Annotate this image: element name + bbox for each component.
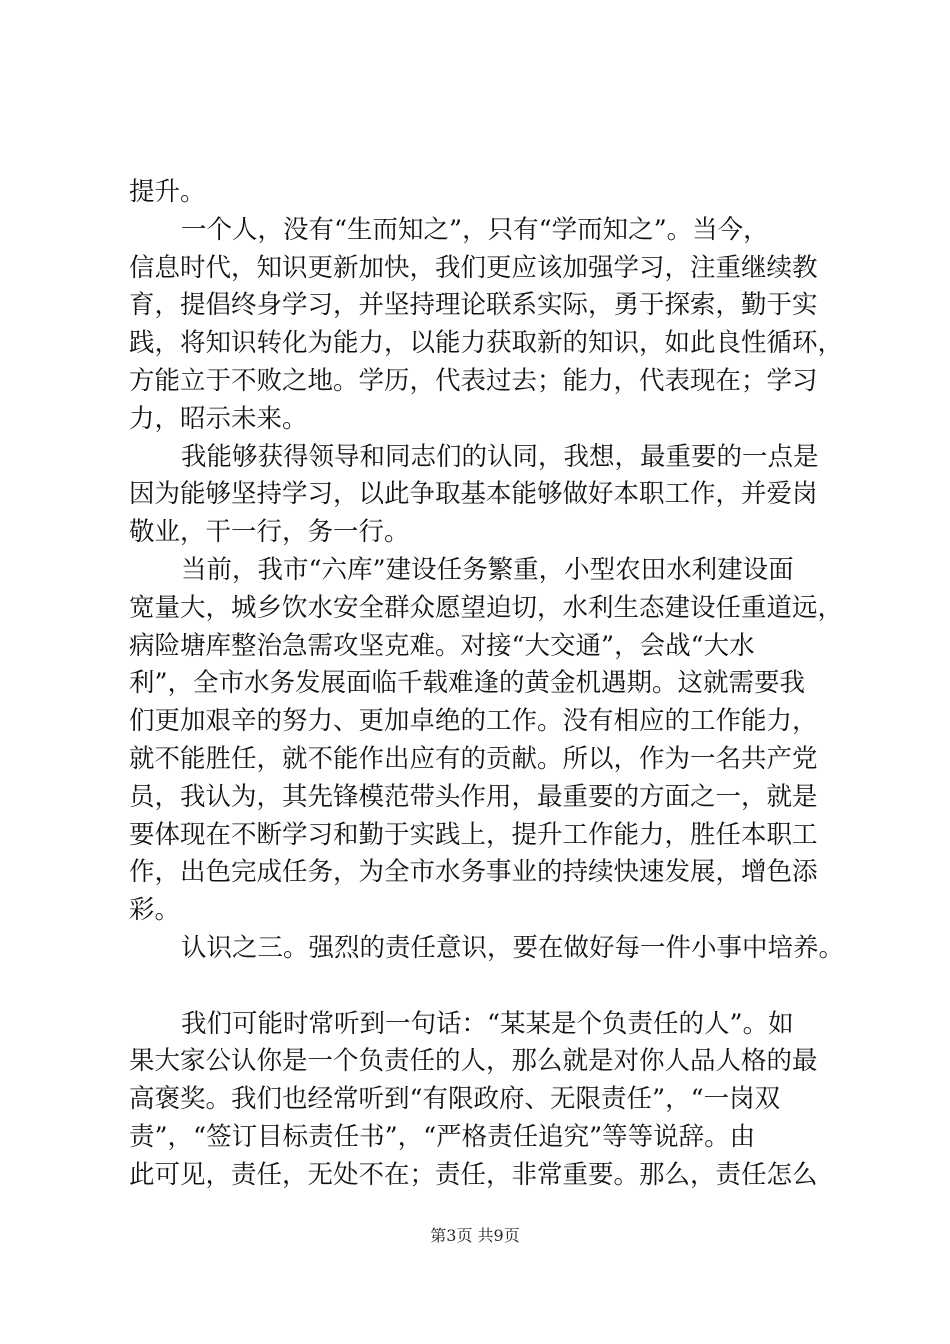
text-line-12: 宽量大，城乡饮水安全群众愿望迫切，水利生态建设任重道远， bbox=[129, 593, 844, 623]
text-line-20: 彩。 bbox=[129, 895, 181, 925]
text-line-21: 认识之三。强烈的责任意识，要在做好每一件小事中培养。 bbox=[181, 933, 845, 963]
text-line-3: 信息时代，知识更新加快，我们更应该加强学习，注重继续教 bbox=[129, 253, 818, 283]
text-line-13: 病险塘库整治急需攻坚克难。对接“大交通”，会战“大水 bbox=[129, 631, 755, 661]
text-line-9: 因为能够坚持学习，以此争取基本能够做好本职工作，并爱岗 bbox=[129, 479, 818, 509]
text-line-23: 果大家公认你是一个负责任的人，那么就是对你人品人格的最 bbox=[129, 1046, 818, 1076]
text-line-1: 提升。 bbox=[129, 177, 206, 207]
text-line-15: 们更加艰辛的努力、更加卓绝的工作。没有相应的工作能力， bbox=[129, 706, 818, 736]
text-line-18: 要体现在不断学习和勤于实践上，提升工作能力，胜任本职工 bbox=[129, 820, 818, 850]
text-line-26: 此可见，责任，无处不在；责任，非常重要。那么，责任怎么 bbox=[129, 1160, 818, 1190]
text-line-16: 就不能胜任，就不能作出应有的贡献。所以，作为一名共产党 bbox=[129, 744, 818, 774]
text-line-8: 我能够获得领导和同志们的认同，我想，最重要的一点是 bbox=[181, 442, 819, 472]
page-number-footer: 第3页 共9页 bbox=[430, 1226, 520, 1245]
text-line-7: 力，昭示未来。 bbox=[129, 404, 308, 434]
text-line-6: 方能立于不败之地。学历，代表过去；能力，代表现在；学习 bbox=[129, 366, 818, 396]
text-line-11: 当前，我市“六库”建设任务繁重，小型农田水利建设面 bbox=[181, 555, 794, 585]
text-line-17: 员，我认为，其先锋模范带头作用，最重要的方面之一，就是 bbox=[129, 782, 818, 812]
text-line-25: 责”，“签订目标责任书”，“严格责任追究”等等说辞。由 bbox=[129, 1122, 756, 1152]
text-line-14: 利”，全市水务发展面临千载难逢的黄金机遇期。这就需要我 bbox=[129, 668, 806, 698]
text-line-2: 一个人，没有“生而知之”，只有“学而知之”。当今， bbox=[181, 215, 769, 245]
text-line-10: 敬业，干一行，务一行。 bbox=[129, 517, 410, 547]
text-line-19: 作，出色完成任务，为全市水务事业的持续快速发展，增色添 bbox=[129, 857, 818, 887]
text-line-4: 育，提倡终身学习，并坚持理论联系实际，勇于探索，勤于实 bbox=[129, 290, 818, 320]
text-line-5: 践，将知识转化为能力，以能力获取新的知识，如此良性循环， bbox=[129, 328, 844, 358]
text-line-24: 高褒奖。我们也经常听到“有限政府、无限责任”，“一岗双 bbox=[129, 1084, 781, 1114]
text-line-22: 我们可能时常听到一句话：“某某是个负责任的人”。如 bbox=[181, 1009, 794, 1039]
